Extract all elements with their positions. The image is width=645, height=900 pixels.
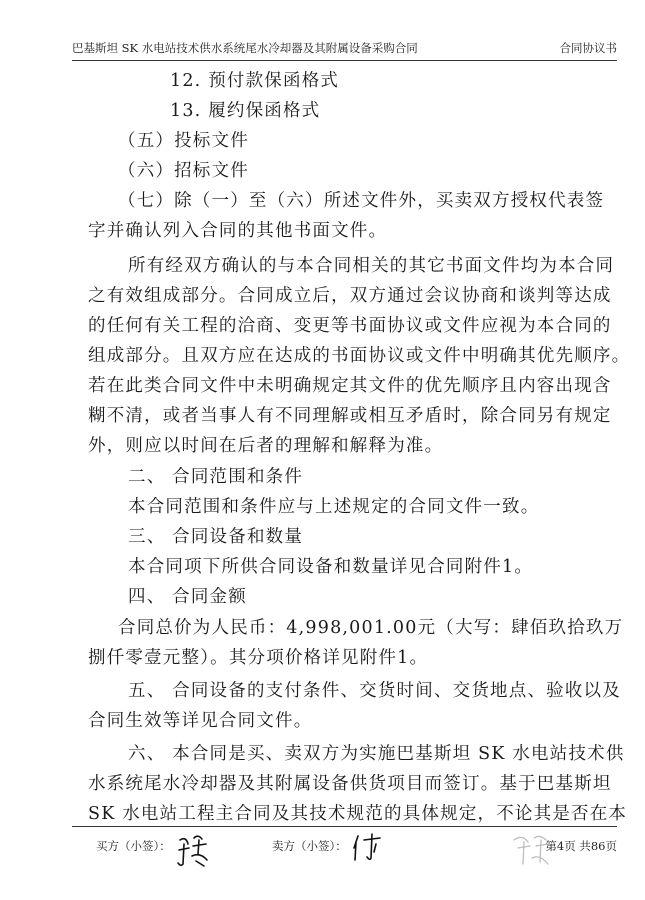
section-heading: 四、 合同金额 [128, 587, 247, 607]
header-rule [72, 60, 617, 61]
section-heading: 二、 合同范围和条件 [128, 467, 304, 487]
header-doc-type: 合同协议书 [559, 41, 617, 55]
body-line: （五）投标文件 [118, 131, 249, 151]
buyer-signature [176, 830, 212, 870]
body-line: 合同总价为人民币：4,998,001.00元（大写：肆佰玖拾玖万 [118, 618, 624, 638]
body-line: 捌仟零壹元整）。其分项价格详见附件1。 [88, 648, 429, 668]
body-line: 五、 合同设备的支付条件、交货时间、交货地点、验收以及 [128, 681, 621, 701]
body-line: SK 水电站工程主合同及其技术规范的具体规定，不论其是否在本 [88, 804, 628, 824]
body-line: 本合同项下所供合同设备和数量详见合同附件1。 [128, 557, 534, 577]
body-line: （六）招标文件 [118, 161, 249, 181]
page-number: 第4页 共86页 [545, 839, 617, 853]
body-line: 组成部分。且双方应在达成的书面协议或文件中明确其优先顺序。 [88, 346, 631, 366]
seller-signature [350, 832, 384, 862]
body-line: 外，则应以时间在后者的理解和解释为准。 [88, 436, 444, 456]
body-line: 糊不清，或者当事人有不同理解或相互矛盾时，除合同另有规定 [88, 406, 612, 426]
page-footer [0, 828, 645, 888]
body-line: 六、 本合同是买、卖双方为实施巴基斯坦 SK 水电站技术供 [128, 744, 625, 764]
buyer-initial-label: 买方（小签）： [96, 839, 171, 853]
body-line: 字并确认列入合同的其他书面文件。 [88, 221, 388, 241]
body-line: 的任何有关工程的洽商、变更等书面协议或文件应视为本合同的 [88, 316, 612, 336]
body-line: 合同生效等详见合同文件。 [88, 711, 313, 731]
body-line: 所有经双方确认的与本合同相关的其它书面文件均为本合同 [128, 256, 615, 276]
body-line: 本合同范围和条件应与上述规定的合同文件一致。 [128, 497, 540, 517]
body-line: 13. 履约保函格式 [170, 101, 321, 121]
body-line: 水系统尾水冷却器及其附属设备供货项目而签订。基于巴基斯坦 [88, 774, 612, 794]
footer-rule [72, 826, 617, 827]
body-line: （七）除（一）至（六）所述文件外，买卖双方授权代表签 [118, 191, 605, 211]
running-header [72, 38, 617, 58]
header-title: 巴基斯坦 SK 水电站技术供水系统尾水冷却器及其附属设备采购合同 [72, 41, 418, 55]
body-line: 若在此类合同文件中未明确规定其文件的优先顺序且内容出现含 [88, 376, 612, 396]
seller-initial-label: 卖方（小签）： [272, 839, 347, 853]
body-line: 12. 预付款保函格式 [170, 71, 340, 91]
section-heading: 三、 合同设备和数量 [128, 527, 304, 547]
body-line: 之有效组成部分。合同成立后，双方通过会议协商和谈判等达成 [88, 286, 612, 306]
